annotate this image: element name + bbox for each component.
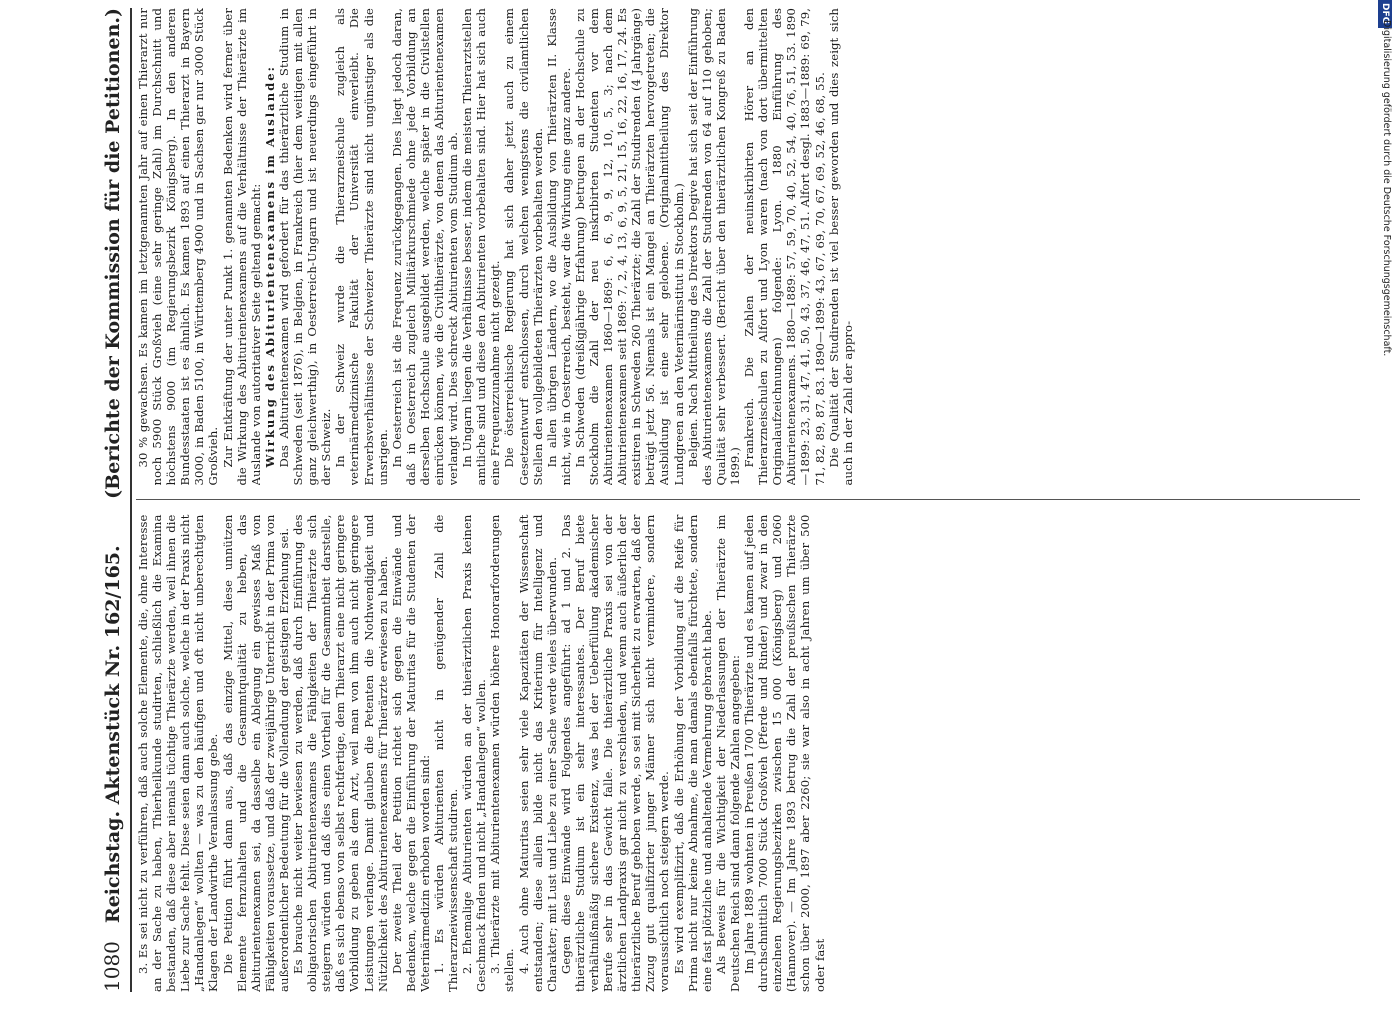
paragraph: 1. Es würden Abiturienten nicht in genügender Zahl die Thierarzneiwissenschaft studiren.	[431, 514, 461, 992]
paragraph: Es wird exemplifizirt, daß die Erhöhung der Vorbildung auf die Reife für Prima nicht nur keine Abnahme, die man damals ebenfalls fürchtete, sondern eine fast plötzliche und anhaltende Vermehrung gebracht habe.	[671, 514, 714, 992]
paragraph: Zur Entkräftung der unter Punkt 1. genannten Bedenken wird ferner über die Wirkung des Abiturientenexamens auf die Verhältnisse der Thierärzte im Auslande von autoritativer Seite geltend gemacht:	[220, 8, 263, 486]
paragraph: Die Qualität der Studirenden ist viel besser geworden und dies zeigt sich auch in der Zahl der appro-	[826, 8, 855, 486]
paragraph: 2. Ehemalige Abiturienten würden an der thierärztlichen Praxis keinen Geschmack finden und nicht „Handanlegen“ wollen.	[460, 514, 489, 992]
paragraph: Belgien. Nach Mittheilung des Direktors Degive hat sich seit der Einführung des Abiturientenexamens die Zahl der Studirenden von 64 auf 110 gehoben; Qualität sehr verbessert. (Bericht über den thierärztlichen Kongreß zu Baden 1899.)	[685, 8, 742, 486]
paragraph: 4. Auch ohne Maturitas seien sehr viele Kapazitäten der Wissenschaft entstanden; diese allein bilde nicht das Kriterium für Intelligenz und Charakter; mit Lust und Liebe zu einer Sache werde vieles überwunden.	[516, 514, 559, 992]
paragraph: Gegen diese Einwände wird Folgendes angeführt: ad 1 und 2. Das thierärztliche Studium ist ein sehr interessantes. Der Beruf biete verhältnißmäßig sichere Existenz, was bei der Ueberfüllung akademischer Berufe sehr in das Gewicht falle. Die thierärztliche Praxis sei von der ärztlichen Landpraxis gar nicht zu verschieden, und wenn auch äußerlich der thierärztliche Beruf gehoben werde, so sei mit Sicherheit zu erwarten, daß der Zuzug gut qualifizirter junger Männer sich nicht vermindere, sondern voraussichtlich noch steigern werde.	[558, 514, 672, 992]
header-right-title: (Berichte der Kommission für die Petitionen.)	[102, 8, 124, 499]
dfg-logo: DFG	[1378, 0, 1392, 28]
column-right	[136, 8, 1360, 486]
paragraph: In Schweden (dreißigjährige Erfahrung) betrugen an der Hochschule zu Stockholm die Zahl der neu inskribirten Studenten vor dem Abiturientenexamen 1860—1869: 6, 6, 9, 9, 12, 10, 5, 3; nach dem Abiturientenexamen seit 1869: 7, 2, 4, 13, 6, 9, 5, 21, 15, 16, 22, 16, 17, 24. Es existiren in Schweden 260 Thierärzte; die Zahl der Studirenden (4 Jahrgänge) beträgt jetzt 56. Niemals ist ein Mangel an Thierärzten hervorgetreten; die Ausbildung ist eine sehr gelobene. (Originalmittheilung des Direktor Lundgreen an den Veterinärinstitut in Stockholm.)	[572, 8, 686, 486]
text-columns	[136, 8, 1360, 992]
paragraph: 3. Es sei nicht zu verführen, daß auch solche Elemente, die, ohne Interesse an der Sache zu haben, Thierheilkunde studirten, schließlich die Examina bestanden, daß diese aber niemals tüchtige Thierärzte werden, weil ihnen die Liebe zur Sache fehlt. Diese seien dann auch solche, welche in der Praxis nicht „Handanlegen“ wollten — was zu den häufigen und oft nicht unberechtigten Klagen der Landwirthe Veranlassung gebe.	[136, 514, 221, 992]
paragraph: Die österreichische Regierung hat sich daher jetzt auch zu einem Gesetzentwurf entschlossen, durch welchen wenigstens die civilamtlichen Stellen den vollgebildeten Thierärzten vorbehalten werden.	[502, 8, 545, 486]
page-content	[100, 0, 1360, 1000]
header-rule	[130, 8, 132, 992]
paragraph: Der zweite Theil der Petition richtet sich gegen die Einwände und Bedenken, welche gegen die Einführung der Maturitas für die Studenten der Veterinärmedizin erhoben worden sind:	[389, 514, 432, 992]
paragraph: 30 % gewachsen. Es kamen im letztgenannten Jahr auf einen Thierarzt nur noch 5900 Stück Großvieh (eine sehr geringe Zahl) im Durchschnitt und höchstens 9000 (im Regierungsbezirk Königsberg). In den anderen Bundesstaaten ist es ähnlich. Es kamen 1893 auf einen Thierarzt in Bayern 3000, in Baden 5100, in Württemberg 4900 und in Sachsen gar nur 3000 Stück Großvieh.	[136, 8, 221, 486]
paragraph: Die Petition führt dann aus, daß das einzige Mittel, diese unnützen Elemente fernzuhalten und die Gesammtqualität zu heben, das Abiturientenexamen sei, da dasselbe ein Ablegung ein gewisses Maß von Fähigkeiten voraussetze, und daß der zweijährige Unterricht in der Prima von außerordentlicher Bedeutung für die Vollendung der geistigen Erziehung sei.	[220, 514, 291, 992]
rotated-page	[100, 0, 1360, 1000]
credit-text: Digitalisierung gefördert durch die Deutsche Forschungsgemeinschaft.	[1381, 20, 1392, 357]
page-header	[100, 8, 126, 992]
column-left	[136, 515, 1360, 993]
paragraph: Frankreich. Die Zahlen der neuinskribirten Hörer an den Thierarzneischulen zu Alfort und Lyon waren (nach von dort übermittelten Originalaufzeichnungen) folgende: Lyon. 1880 Einführung des Abiturientenexamens. 1880—1889: 57, 59, 70, 40, 52, 54, 40, 76, 51, 53. 1890—1899: 23, 31, 47, 41, 50, 43, 37, 46, 47, 51. Alfort desgl. 1883—1889: 69, 79, 71, 82, 89, 87, 83. 1890—1899: 43, 67, 69, 70, 67, 69, 52, 46, 68, 55.	[742, 8, 827, 486]
paragraph: 3. Thierärzte mit Abiturientenexamen würden höhere Honorarforderungen stellen.	[488, 514, 517, 992]
column-divider	[136, 500, 1360, 501]
paragraph: In Ungarn liegen die Verhältnisse besser, indem die meisten Thierarztstellen amtliche sind und diese den Abiturienten vorbehalten sind. Hier hat sich auch eine Frequenzzunahme nicht gezeigt.	[460, 8, 503, 486]
digitization-credit	[1377, 0, 1395, 1000]
paragraph: In Oesterreich ist die Frequenz zurückgegangen. Dies liegt jedoch daran, daß in Oesterreich zugleich Militärkurschmiede ohne jede Vorbildung an derselben Hochschule ausgebildet werden, welche später in die Civilstellen einrücken können, wie die Civilthierärzte, von denen das Abiturientenexamen verlangt wird. Dies schreckt Abiturienten vom Studium ab.	[389, 8, 461, 486]
header-left-title: Reichstag. Aktenstück Nr. 162/165.	[102, 545, 124, 924]
paragraph: Im Jahre 1889 wohnten in Preußen 1700 Thierärzte und es kamen auf jeden durchschnittlich 7000 Stück Großvieh (Pferde und Rinder) und zwar in den einzelnen Regierungsbezirken zwischen 15 000 (Königsberg) und 2060 (Hannover). — Im Jahre 1893 betrug die Zahl der preußischen Thierärzte schon über 2000, 1897 aber 2260; sie war also in acht Jahren um über 500 oder fast	[742, 514, 827, 992]
page-number: 1080	[100, 941, 124, 992]
paragraph: Als Beweis für die Wichtigkeit der Niederlassungen der Thierärzte im Deutschen Reich sind dann folgende Zahlen angegeben:	[713, 514, 742, 992]
section-heading: Wirkung des Abiturientenexamens im Auslande:	[262, 65, 277, 468]
paragraph: Das Abiturientenexamen wird gefordert für das thierärztliche Studium in Schweden (seit 1876), in Belgien, in Frankreich (hier dem weitigen mit allen ganz gleichwerthig), in Oesterreich-Ungarn und ist neuerdings eingeführt in der Schweiz.	[276, 8, 334, 486]
paragraph: In allen übrigen Ländern, wo die Ausbildung von Thierärzten II. Klasse nicht, wie in Oesterreich, besteht, war die Wirkung eine ganz andere.	[544, 8, 573, 486]
paragraph: Es brauche nicht weiter bewiesen zu werden, daß durch Einführung des obligatorischen Abiturientenexamens die Fähigkeiten der Thierärzte sich steigern würden und daß dies einen Vortheil für die Gesammtheit darstelle, daß es sich ebenso von selbst rechtfertige, dem Thierarzt eine nicht geringere Vorbildung zu geben als dem Arzt, weil man von ihm auch nicht geringere Leistungen verlange. Damit glauben die Petenten die Nothwendigkeit und Nützlichkeit des Abiturientenexamens für Thierärzte erwiesen zu haben.	[291, 514, 390, 992]
paragraph: In der Schweiz wurde die Thierarzneischule zugleich als veterinärmedizinische Fakultät der Universität einverleibt. Die Erwerbsverhältnisse der Schweizer Thierärzte sind nicht ungünstiger als die unsrigen.	[333, 8, 390, 486]
